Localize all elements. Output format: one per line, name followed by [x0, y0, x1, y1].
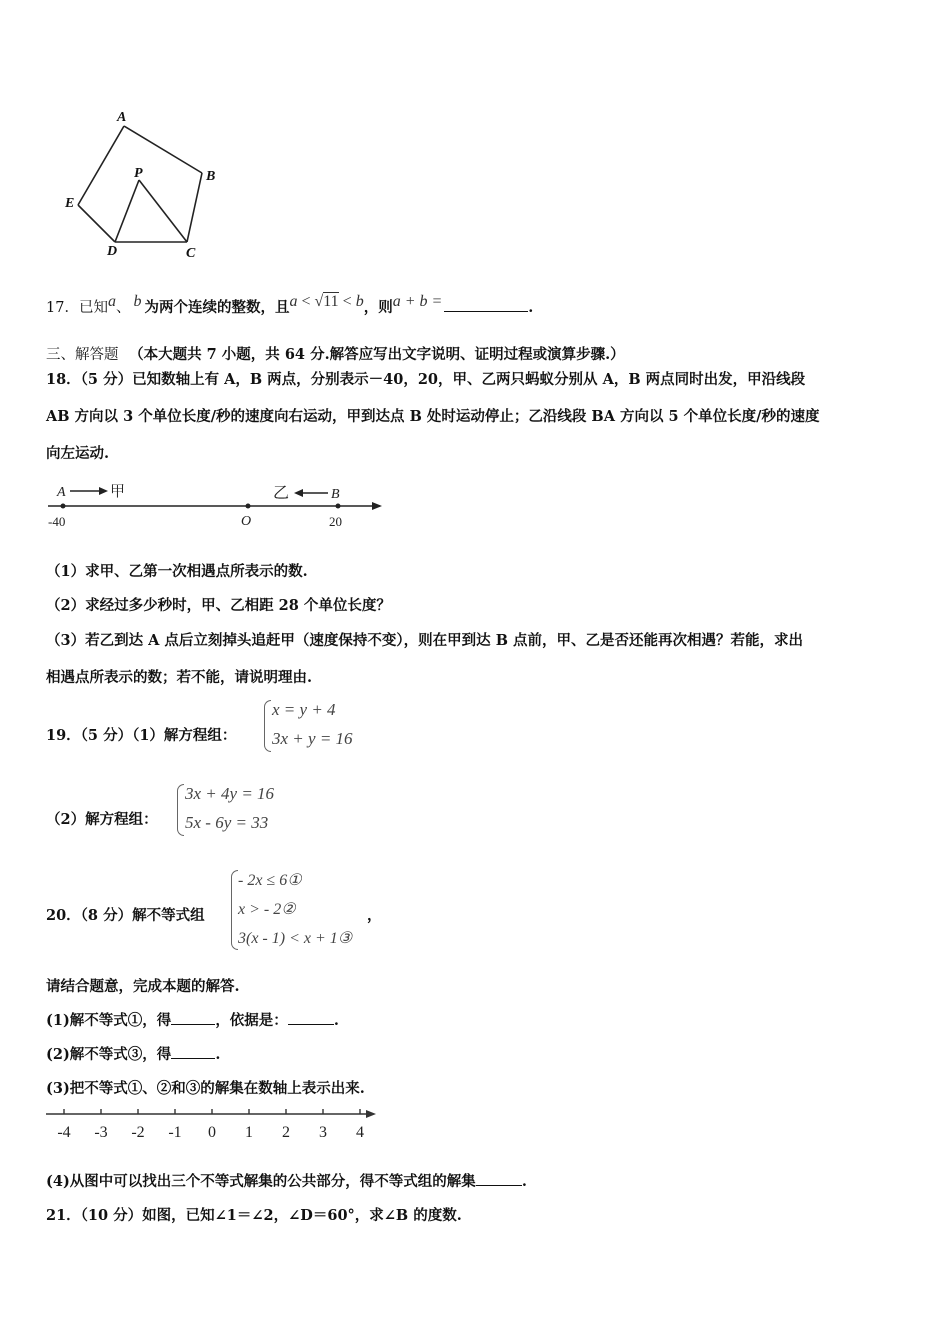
q20-p4b: .	[521, 1173, 527, 1190]
q17-answer-blank[interactable]	[444, 311, 528, 312]
q19-sys2-brace	[177, 784, 184, 836]
pentagon-figure	[60, 105, 230, 265]
q20-p1b: ，依据是：	[215, 1012, 288, 1029]
axis-label-yi: 乙	[273, 485, 290, 502]
q19-label2-text: （2）解方程组：	[46, 811, 158, 828]
q18-line3: 向左运动.	[46, 445, 110, 462]
q21-text: 21．（10 分）如图，已知∠1＝∠2，∠D＝60°，求∠B 的度数.	[46, 1207, 462, 1224]
q17-ineq-a: a	[289, 293, 298, 310]
q18-sub3a: （3）若乙到达 A 点后立刻掉头追赶甲（速度保持不变），则在甲到达 B 点前，甲、乙是否还能再次相遇？若能，求出	[46, 632, 804, 649]
q20-p1-blank1[interactable]	[171, 1024, 215, 1025]
label-A: A	[117, 110, 127, 125]
q20-axis-tick-label: 4	[356, 1124, 364, 1141]
q20-axis-tick-label: 2	[282, 1124, 290, 1141]
q18-sub2: （2）求经过多少秒时，甲、乙相距 28 个单位长度？	[46, 597, 391, 614]
q17-lt1: <	[297, 293, 315, 310]
label-P: P	[134, 166, 143, 181]
label-E: E	[65, 196, 75, 211]
section3-note: （本大题共 7 小题，共 64 分.解答应写出文字说明、证明过程或演算步骤.）	[129, 346, 625, 363]
label-D: D	[107, 244, 118, 259]
q20-ineq3: 3(x - 1) < x + 1③	[238, 930, 353, 947]
axis-label-A: A	[57, 485, 66, 500]
section3-header	[46, 345, 625, 365]
q20-ineq2: x > - 2②	[238, 901, 296, 918]
q20-number-line	[44, 1106, 384, 1146]
q19-sys1-eq1: x = y + 4	[272, 700, 336, 719]
q20-p2a: (2)解不等式③，得	[46, 1046, 172, 1063]
q18-sub3b: 相遇点所表示的数；若不能，请说明理由.	[46, 669, 313, 686]
q17-lt2: <	[338, 293, 356, 310]
q17-var-b: b	[133, 293, 142, 310]
q19-label1-text: 19．（5 分）（1）解方程组：	[46, 727, 237, 744]
q19-sys2-eq2: 5x - 6y = 33	[185, 813, 269, 832]
q20-p1a: (1)解不等式①，得	[46, 1012, 172, 1029]
q19-sys1-brace	[264, 700, 271, 752]
q17-end: .	[528, 299, 534, 316]
q19-sys2-eq1: 3x + 4y = 16	[185, 784, 275, 803]
q20-comma: ，	[367, 907, 382, 924]
q20-label-text: 20．（8 分）解不等式组	[46, 907, 205, 924]
q20-p1	[46, 1011, 339, 1031]
q20-p2	[46, 1045, 220, 1065]
q19-sys1-eq2: 3x + y = 16	[272, 729, 353, 748]
q19-label1	[46, 726, 236, 746]
axis-label-B: B	[331, 487, 340, 502]
q20-ineq1: - 2x ≤ 6①	[238, 872, 302, 889]
q17-sep: 、	[115, 300, 131, 316]
sqrt-sign: √	[314, 293, 324, 310]
q17-then: ，则	[363, 299, 393, 316]
q20-p3: (3)把不等式①、②和③的解集在数轴上表示出来.	[46, 1080, 365, 1097]
q18-line1: 18．（5 分）已知数轴上有 A，B 两点，分别表示－40，20，甲、乙两只蚂蚁分别从 A，B 两点同时出发，甲沿线段	[46, 371, 806, 388]
q20-axis-tick-label: 1	[245, 1124, 253, 1141]
axis-label-jia: 甲	[110, 484, 126, 500]
q20-instr: 请结合题意，完成本题的解答.	[46, 978, 240, 995]
q17-radicand: 11	[323, 293, 339, 310]
q20-p4	[46, 1172, 527, 1192]
q17-ineq-b: b	[355, 293, 364, 310]
q18-line2: AB 方向以 3 个单位长度/秒的速度向右运动，甲到达点 B 处时运动停止；乙沿线段 BA 方向以 5 个单位长度/秒的速度	[46, 408, 820, 425]
q18-sub1: （1）求甲、乙第一次相遇点所表示的数.	[46, 563, 308, 580]
q20-p4a: (4)从图中可以找出三个不等式解集的公共部分，得不等式组的解集	[46, 1173, 476, 1190]
q20-p1-blank2[interactable]	[288, 1024, 334, 1025]
q20-axis-tick-label: -3	[94, 1124, 108, 1141]
q17-prefix: 17．已知	[46, 300, 108, 316]
q20-label	[46, 906, 205, 926]
q20-sys-brace	[231, 870, 238, 950]
q20-axis-tick-label: -1	[168, 1124, 182, 1141]
q20-p4-blank[interactable]	[476, 1185, 522, 1186]
axis-tick-20: 20	[329, 514, 342, 529]
label-B: B	[206, 169, 216, 184]
q20-axis-tick-label: -2	[131, 1124, 145, 1141]
axis-tick-O: O	[241, 514, 252, 529]
q20-axis-tick-label: -4	[57, 1124, 71, 1141]
q17-sum: a + b =	[392, 293, 443, 310]
q19-label2	[46, 810, 158, 830]
q20-p2-blank[interactable]	[171, 1058, 215, 1059]
q20-axis-tick-label: 3	[319, 1124, 327, 1141]
q20-axis-tick-label: 0	[208, 1124, 216, 1141]
q20-p1c: .	[333, 1012, 339, 1029]
section3-title: 三、解答题	[46, 347, 119, 363]
q20-p2b: .	[215, 1046, 221, 1063]
q18-number-line	[44, 478, 389, 533]
label-C: C	[186, 246, 196, 261]
q17-var-a: a	[107, 293, 116, 310]
q17-mid: 为两个连续的整数，且	[144, 299, 290, 316]
axis-tick-minus40: -40	[48, 514, 66, 529]
q17-line	[46, 293, 534, 318]
